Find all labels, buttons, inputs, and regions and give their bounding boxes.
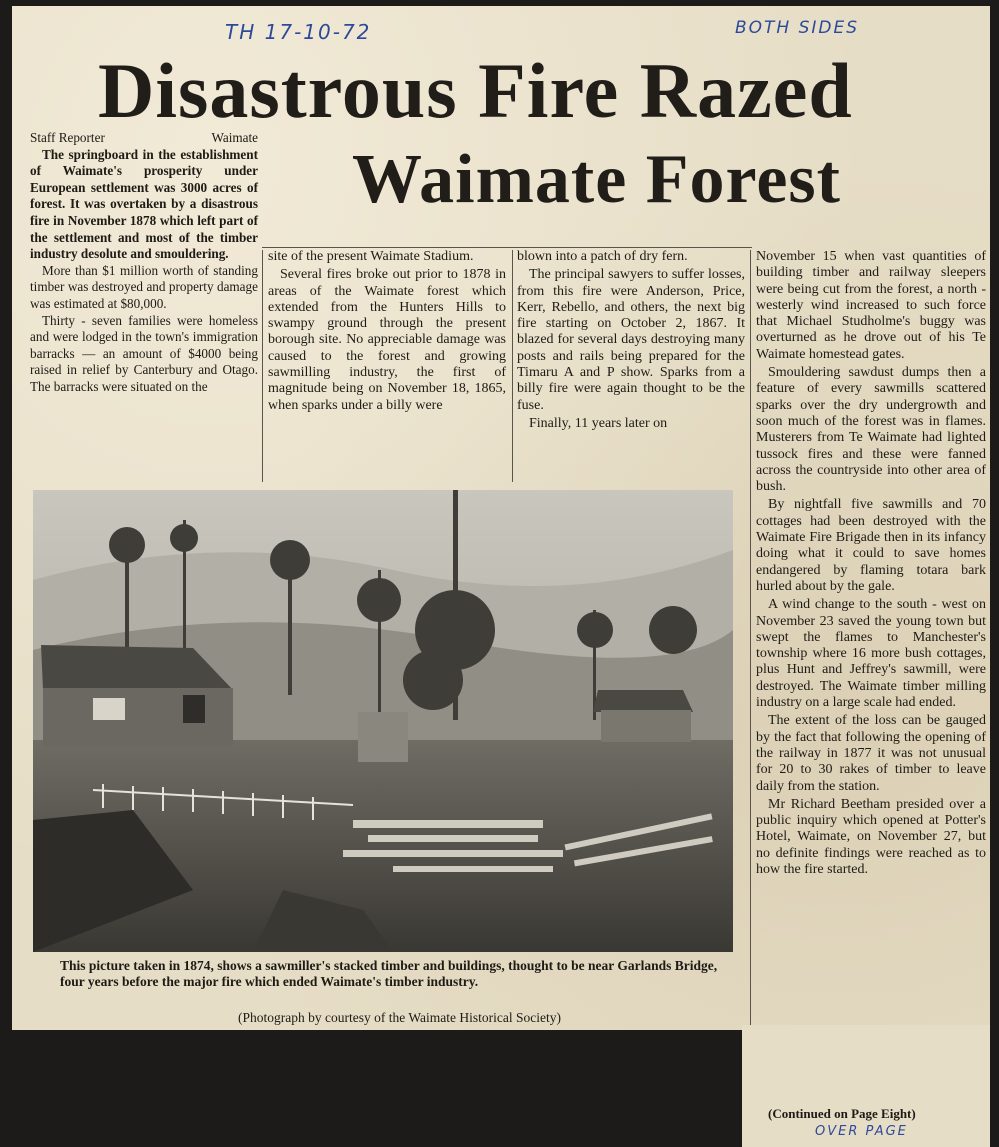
column-rule: [262, 250, 263, 482]
headline-line-1: Disastrous Fire Razed: [98, 47, 853, 134]
handwritten-date: TH 17-10-72: [225, 20, 372, 44]
intro-block: [30, 130, 258, 396]
photo-credit: (Photograph by courtesy of the Waimate Historical Society): [238, 1010, 561, 1025]
historical-photo-sawmill: [33, 490, 733, 952]
photo-caption: This picture taken in 1874, shows a sawmiller's stacked timber and buildings, thought to be near Garlands Bridge, four years before the major fire which ended Waimate's timber industry.: [60, 958, 718, 989]
byline-place: Waimate: [211, 130, 258, 145]
column4-paragraph-4: A wind change to the south - west on November 23 saved the young town but swept the flames to Manchester's township where 16 more bush cottages, plus Hunt and Jeffrey's sawmill, were destroyed. The Waimate timber milling industry on a large scale had ended.: [756, 597, 986, 711]
column4-paragraph-5: The extent of the loss can be gauged by the fact that following the opening of the railway in 1877 it was not unusual for 20 to 30 rakes of timber to leave daily from the station.: [756, 713, 986, 794]
byline: [30, 130, 258, 147]
column3-paragraph-3: Finally, 11 years later on: [529, 415, 668, 431]
column4-paragraph-2: Smouldering sawdust dumps then a feature of every sawmills scattered sparks over the dry undergrowth and soon much of the forest was in flames. Musterers from Te Waimate had lighted tussock fires and these were fanned across the countryside into other area of bush.: [756, 365, 986, 495]
column1-paragraph-2: Thirty - seven families were homeless and were lodged in the town's immigration barracks — an amount of $4000 being raised in relief by Canterbury and Otago. The barracks were situated on the: [30, 312, 258, 394]
column4-paragraph-6: Mr Richard Beetham presided over a public inquiry which opened at Potter's Hotel, Waimate, on November 27, but no definite findings were reached as to how the fire started.: [756, 796, 986, 877]
column2-paragraph-1: site of the present Waimate Stadium.: [268, 249, 474, 264]
continued-note: (Continued on Page Eight): [768, 1106, 916, 1121]
column3-paragraph-1: blown into a patch of dry fern.: [517, 249, 688, 264]
column3-paragraph-2: The principal sawyers to suffer losses, from this fire were Anderson, Price, Kerr, Rebello, and others, the next big fire starting on October 2, 1867. It blazed for several days destroying many posts and rails being prepared for the Timaru A and P show. Sparks from a billy fire were again thought to be the fuse.: [517, 267, 745, 413]
column-4: [756, 249, 986, 880]
handwritten-both-sides: BOTH SIDES: [735, 18, 860, 38]
handwritten-over-page: OVER PAGE: [815, 1124, 908, 1139]
column2-paragraph-2: Several fires broke out prior to 1878 in areas of the Waimate forest which extended from the Hunters Hills to swampy ground through the present borough site. No appreciable damage was caused to the forest and growing sawmilling industry, the first of magnitude being on November 18, 1865, when sparks under a billy were: [268, 267, 506, 413]
column-rule: [512, 250, 513, 482]
headline-line-2: Waimate Forest: [352, 141, 841, 218]
column-3: [517, 249, 745, 434]
column1-paragraph-1: More than $1 million worth of standing timber was destroyed and property damage was estimated at $80,000.: [30, 262, 258, 311]
column4-paragraph-1: November 15 when vast quantities of building timber and railway sleepers were being cut from the forest, a north - westerly wind increased to such force that Michael Studholme's buggy was overturned as he drove out of his Te Waimate homestead gates.: [756, 249, 986, 362]
column4-paragraph-3: By nightfall five sawmills and 70 cottages had been destroyed with the Waimate Fire Brigade then in its infancy doing what it could to save homes endangered by flaming totara bark hurled about by the gale.: [756, 497, 986, 594]
byline-author: Staff Reporter: [30, 130, 105, 145]
intro-paragraph: The springboard in the establishment of Waimate's prosperity under European settlement was 3000 acres of forest. It was overtaken by a disastrous fire in November 1878 which left part of the settlement and most of the timber industry desolute and smouldering.: [30, 146, 258, 262]
headline-rule: [262, 247, 752, 248]
column-2: [268, 249, 506, 416]
column-rule: [750, 250, 751, 1025]
